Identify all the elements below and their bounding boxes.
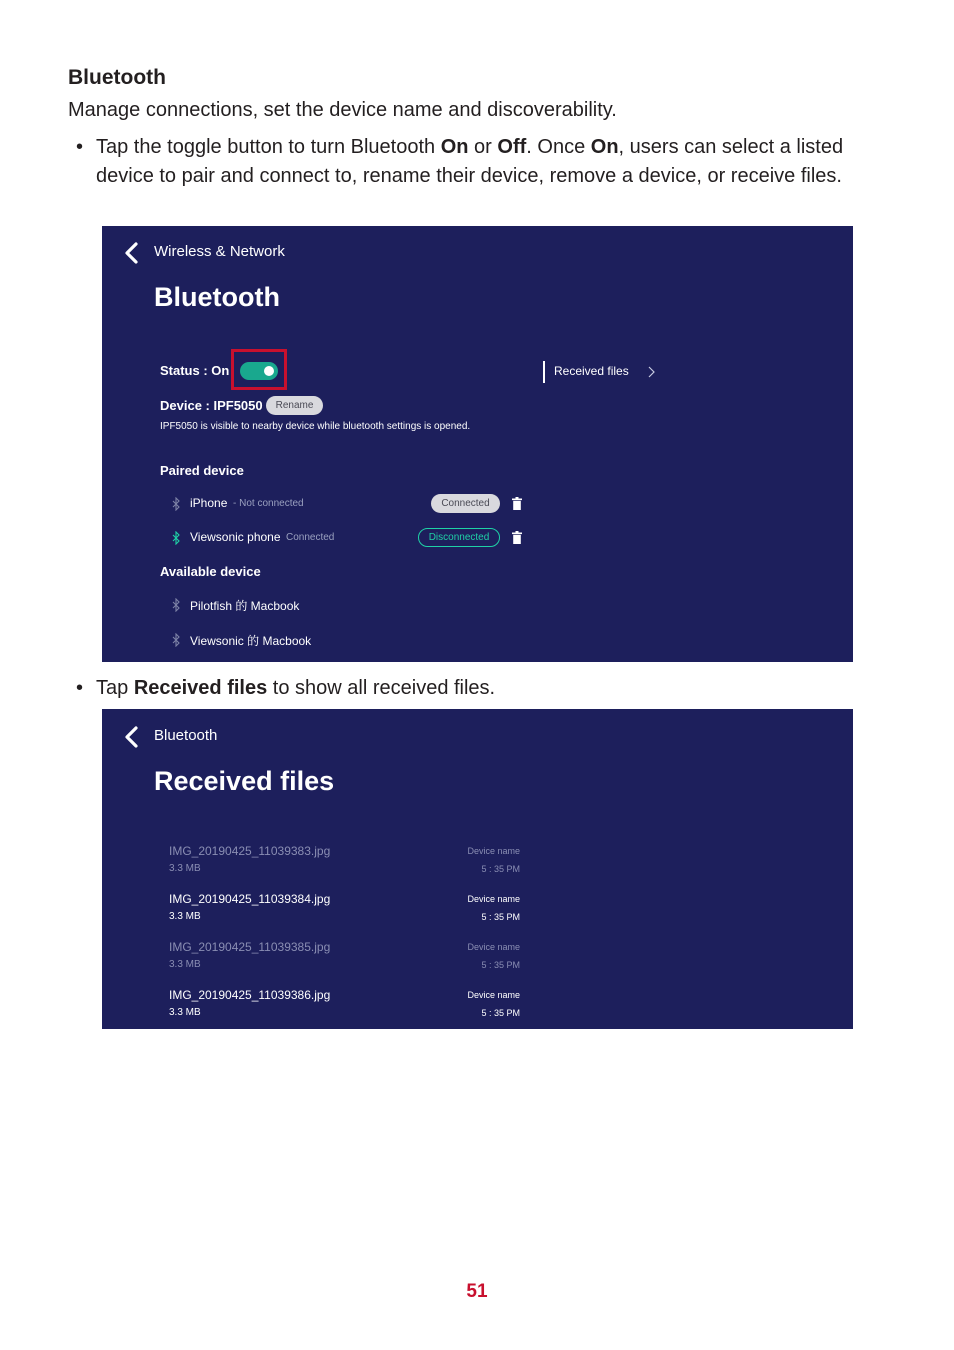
received-files-link[interactable]: Received files <box>554 364 629 378</box>
device-status: - Not connected <box>233 498 304 509</box>
section-heading: Bluetooth <box>68 66 166 89</box>
status-label: Status : On <box>160 363 230 378</box>
device-status: Connected <box>286 532 335 543</box>
file-size: 3.3 MB <box>169 1007 201 1018</box>
file-time: 5 : 35 PM <box>481 1008 520 1018</box>
chevron-left-icon[interactable] <box>122 241 142 265</box>
file-size: 3.3 MB <box>169 959 201 970</box>
file-time: 5 : 35 PM <box>481 960 520 970</box>
file-source: Device name <box>467 990 520 1000</box>
device-name: Viewsonic phone <box>190 530 281 544</box>
file-time: 5 : 35 PM <box>481 912 520 922</box>
page-number: 51 <box>466 1281 488 1302</box>
divider <box>543 361 545 383</box>
rename-button[interactable]: Rename <box>266 396 323 415</box>
device-name: iPhone <box>190 496 228 510</box>
bluetooth-settings-screenshot <box>102 226 853 662</box>
chevron-left-icon[interactable] <box>122 725 142 749</box>
file-name: IMG_20190425_11039383.jpg <box>169 844 331 858</box>
device-name-label: Device : IPF5050 <box>160 398 263 413</box>
bluetooth-icon <box>171 633 181 647</box>
bullet-text: Tap Received files to show all received files. <box>96 677 496 699</box>
file-source: Device name <box>467 894 520 904</box>
chevron-right-icon[interactable] <box>647 366 655 378</box>
file-name: IMG_20190425_11039385.jpg <box>169 940 331 954</box>
file-source: Device name <box>467 942 520 952</box>
visibility-note: IPF5050 is visible to nearby device while bluetooth settings is opened. <box>160 421 471 432</box>
bluetooth-icon <box>171 598 181 612</box>
device-name: Pilotfish 的 Macbook <box>190 599 300 613</box>
file-name: IMG_20190425_11039384.jpg <box>169 892 331 906</box>
breadcrumb[interactable]: Wireless & Network <box>154 243 285 260</box>
available-device-heading: Available device <box>160 564 261 579</box>
bullet-text: Tap the toggle button to turn Bluetooth On or Off. Once On, users can select a listed device to pair and connect to, rename their device, remove a device, or receive files. <box>96 136 844 187</box>
section-intro: Manage connections, set the device name and discoverability. <box>68 99 617 121</box>
page-title: Bluetooth <box>154 282 280 312</box>
bluetooth-icon <box>171 497 181 511</box>
bluetooth-toggle[interactable] <box>240 362 278 380</box>
file-size: 3.3 MB <box>169 911 201 922</box>
file-size: 3.3 MB <box>169 863 201 874</box>
received-files-screenshot <box>102 709 853 1029</box>
bullet-dot: • <box>76 136 84 158</box>
bluetooth-icon <box>171 531 181 545</box>
toggle-knob <box>264 366 274 376</box>
trash-icon[interactable] <box>512 497 522 510</box>
breadcrumb[interactable]: Bluetooth <box>154 727 218 744</box>
paired-device-heading: Paired device <box>160 463 244 478</box>
connect-button[interactable]: Connected <box>431 494 500 513</box>
disconnect-button[interactable]: Disconnected <box>418 528 500 547</box>
file-source: Device name <box>467 846 520 856</box>
file-name: IMG_20190425_11039386.jpg <box>169 988 331 1002</box>
bullet-dot: • <box>76 677 84 699</box>
page-title: Received files <box>154 766 335 796</box>
device-name: Viewsonic 的 Macbook <box>190 634 312 648</box>
trash-icon[interactable] <box>512 531 522 544</box>
file-time: 5 : 35 PM <box>481 864 520 874</box>
